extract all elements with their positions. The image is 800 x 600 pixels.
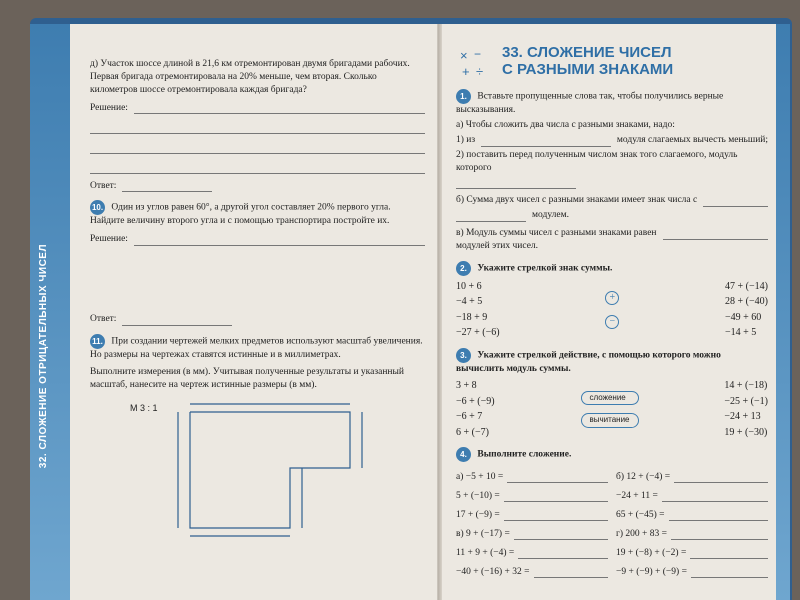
- expression: −9 + (−9) + (−9) =: [616, 566, 687, 577]
- left-page: [30, 24, 438, 600]
- answer-line[interactable]: [456, 208, 526, 222]
- answer-line[interactable]: [703, 193, 768, 207]
- lesson-title-line-1: 33. СЛОЖЕНИЕ ЧИСЕЛ: [502, 44, 672, 61]
- solution-row: [90, 232, 425, 246]
- answer-line[interactable]: [504, 507, 608, 521]
- answer-line[interactable]: [534, 564, 609, 578]
- solution-label: Решение:: [90, 234, 128, 245]
- answer-line[interactable]: [507, 469, 608, 483]
- task-3-text: Укажите стрелкой действие, с помощью которого можно вычислить модуль суммы.: [456, 350, 721, 374]
- task-1-c-end: модулей этих чисел.: [456, 240, 539, 251]
- answer-line[interactable]: [456, 175, 576, 189]
- task-1-text: Вставьте пропущенные слова так, чтобы получились верные высказывания.: [456, 91, 724, 115]
- answer-line[interactable]: [669, 507, 768, 521]
- expression: 11 + 9 + (−4) =: [456, 547, 515, 558]
- solution-label: Решение:: [90, 102, 128, 113]
- task-1-a1-end: модуля слагаемых вычесть меньший;: [616, 135, 768, 146]
- answer-row: [90, 312, 425, 326]
- svg-text:−: −: [474, 47, 482, 61]
- expression: 10 + 6: [456, 280, 482, 292]
- task-4-column-a: [456, 466, 608, 578]
- subtraction-pill[interactable]: вычитание: [581, 413, 639, 428]
- answer-line[interactable]: [504, 488, 608, 502]
- task-11-number: 11.: [90, 334, 105, 349]
- svg-text:÷: ÷: [476, 64, 484, 79]
- expression: 5 + (−10) =: [456, 490, 500, 501]
- task-4-text: Выполните сложение.: [477, 450, 572, 461]
- expression: −4 + 5: [456, 296, 483, 308]
- task-1-b: [456, 193, 768, 207]
- drawing-shape: [190, 412, 350, 528]
- task-d-text: д) Участок шоссе длиной в 21,6 км отремонтирован двумя бригадами рабочих. Первая бригада отремонтировала на 20% меньше, чем вторая. Сколько километров шоссе отремонтировала каждая бригада?: [90, 59, 410, 95]
- task-10-number: 10.: [90, 200, 105, 215]
- expression: −6 + 7: [456, 411, 483, 423]
- expression: −49 + 60: [725, 311, 762, 323]
- lesson-title-line-2: С РАЗНЫМИ ЗНАКАМИ: [502, 61, 674, 79]
- task-11: [90, 334, 425, 362]
- expression: −40 + (−16) + 32 =: [456, 566, 530, 577]
- task-2-right-column: [725, 280, 768, 340]
- task-1-b-cont: [456, 208, 768, 222]
- workbook: [30, 18, 792, 600]
- task-3-exercise: [456, 379, 768, 439]
- task-2-text: Укажите стрелкой знак суммы.: [477, 263, 613, 274]
- right-page-content: [456, 44, 768, 578]
- answer-line[interactable]: [671, 526, 768, 540]
- expression: −14 + 5: [725, 327, 757, 339]
- answer-line[interactable]: [518, 545, 608, 559]
- answer-line[interactable]: [122, 178, 212, 192]
- expression: −24 + 13: [724, 411, 761, 423]
- task-2-left-column: [456, 280, 500, 340]
- workspace: [90, 246, 425, 308]
- task-2-signs: [605, 280, 619, 340]
- task-3-number: 3.: [456, 348, 471, 363]
- plus-sign-circle[interactable]: +: [605, 291, 619, 305]
- expression: −18 + 9: [456, 311, 488, 323]
- scale-drawing: [90, 398, 425, 538]
- answer-line[interactable]: [122, 312, 232, 326]
- answer-line[interactable]: [514, 526, 608, 540]
- answer-line[interactable]: [691, 564, 768, 578]
- minus-sign-circle[interactable]: −: [605, 315, 619, 329]
- task-2: [456, 261, 768, 276]
- expression: 47 + (−14): [725, 280, 768, 292]
- task-1-b-end: модулем.: [532, 209, 569, 220]
- task-10: [90, 200, 425, 228]
- task-2-exercise: [456, 280, 768, 340]
- task-1-a2: 2) поставить перед полученным числом знак того слагаемого, модуль которого: [456, 150, 738, 173]
- task-11-text: При создании чертежей мелких предметов используют масштаб увеличения. Но размеры на чертежах ставятся истинные и в миллиметрах.: [90, 336, 423, 361]
- answer-line[interactable]: [90, 160, 425, 174]
- answer-line[interactable]: [134, 100, 425, 114]
- task-1-number: 1.: [456, 89, 471, 104]
- expression: 28 + (−40): [725, 296, 768, 308]
- task-3-left-column: [456, 379, 495, 439]
- expression: а) −5 + 10 =: [456, 471, 504, 482]
- answer-line[interactable]: [90, 140, 425, 154]
- addition-pill[interactable]: сложение: [581, 391, 639, 406]
- task-1-a1: [456, 133, 768, 147]
- answer-line[interactable]: [481, 133, 611, 147]
- expression: 17 + (−9) =: [456, 509, 500, 520]
- expression: 19 + (−30): [724, 426, 768, 438]
- task-3-right-column: [724, 379, 768, 439]
- answer-label: Ответ:: [90, 314, 117, 325]
- answer-line[interactable]: [663, 226, 768, 240]
- task-1-b-start: б) Сумма двух чисел с разными знаками имеет знак числа с: [456, 194, 698, 205]
- solution-row: [90, 100, 425, 114]
- task-1-c-start: в) Модуль суммы чисел с разными знаками равен: [456, 227, 657, 238]
- expression: 3 + 8: [456, 380, 477, 392]
- expression: −27 + (−6): [456, 327, 500, 339]
- answer-label: Ответ:: [90, 180, 117, 191]
- math-signs-icon: [456, 46, 496, 80]
- expression: 19 + (−8) + (−2) =: [616, 547, 687, 558]
- left-side-tab: [30, 24, 70, 600]
- task-4-exercise: [456, 466, 768, 578]
- scale-label: М 3 : 1: [130, 402, 158, 413]
- answer-line[interactable]: [690, 545, 768, 559]
- expression: 65 + (−45) =: [616, 509, 665, 520]
- task-1-c: [456, 226, 768, 240]
- task-4-column-b: [616, 466, 768, 578]
- task-4-number: 4.: [456, 447, 471, 462]
- expression: 6 + (−7): [456, 426, 489, 438]
- task-3: [456, 348, 768, 376]
- expression: б) 12 + (−4) =: [616, 471, 671, 482]
- task-1: [456, 89, 768, 117]
- svg-text:×: ×: [460, 48, 468, 63]
- lesson-title: [502, 44, 768, 79]
- task-1-a: а) Чтобы сложить два числа с разными знаками, надо:: [456, 120, 675, 131]
- task-10-text: Один из углов равен 60°, а другой угол составляет 20% первого угла. Найдите величину второго угла и с помощью транспортира постройте их.: [90, 203, 391, 227]
- task-4: [456, 447, 768, 462]
- task-3-actions: [581, 379, 639, 439]
- right-side-tab: [776, 24, 790, 600]
- expression: в) 9 + (−17) =: [456, 528, 510, 539]
- answer-line[interactable]: [134, 232, 425, 246]
- svg-text:+: +: [462, 64, 470, 79]
- expression: −25 + (−1): [724, 395, 768, 407]
- task-11-text-2: Выполните измерения (в мм). Учитывая полученные результаты и указанный масштаб, нанесите на чертеж истинные размеры (в мм).: [90, 367, 404, 390]
- drawing-svg: [90, 398, 390, 538]
- expression: 14 + (−18): [724, 380, 768, 392]
- right-page: [442, 24, 790, 600]
- answer-row: [90, 178, 425, 192]
- expression: г) 200 + 83 =: [616, 528, 668, 539]
- left-page-content: [90, 58, 425, 538]
- expression: −6 + (−9): [456, 395, 495, 407]
- answer-line[interactable]: [674, 469, 768, 483]
- task-1-a1-start: 1) из: [456, 135, 476, 146]
- section-label: 32. СЛОЖЕНИЕ ОТРИЦАТЕЛЬНЫХ ЧИСЕЛ: [38, 244, 49, 469]
- expression: −24 + 11 =: [616, 490, 658, 501]
- answer-line[interactable]: [662, 488, 768, 502]
- task-2-number: 2.: [456, 261, 471, 276]
- answer-line[interactable]: [90, 120, 425, 134]
